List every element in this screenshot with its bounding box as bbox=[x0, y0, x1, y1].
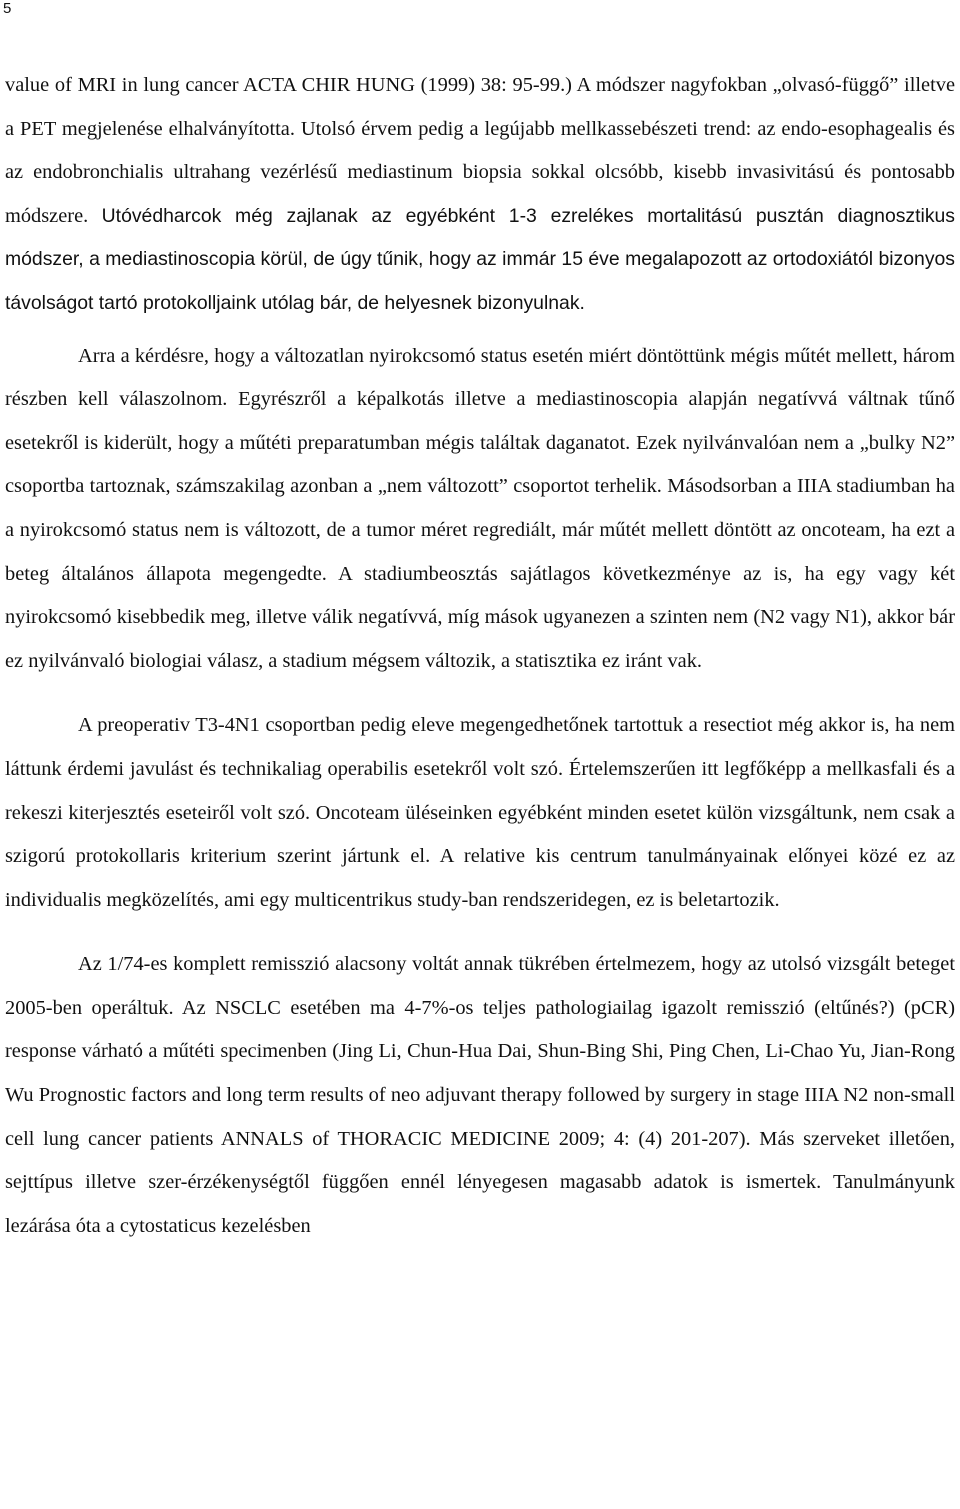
paragraph-lymph-node-status bbox=[5, 335, 955, 684]
paragraph-complete-remission bbox=[5, 943, 955, 1248]
text-run-sans: Utóvédharcok még zajlanak az egyébként 1-3 ezrelékes mortalitású pusztán diagnosztikus módszer, a mediastinoscopia körül, de úgy tűnik, hogy az immár 15 éve megalapozott az ortodoxiától bizonyos távolságot tartó protokolljaink utólag bár, de helyesnek bizonyulnak. bbox=[5, 204, 955, 314]
text-run: A preoperativ T3-4N1 csoportban pedig eleve megengedhetőnek tartottuk a resectiot még akkor is, ha nem láttunk érdemi javulást és technikaliag operabilis esetekről volt szó. Értelemszerűen itt legfőképp a mellkasfali és a rekeszi kiterjesztés eseteiről volt szó. Oncoteam üléseinken egyébként minden esetet külön vizsgáltunk, nem csak a szigorú protokollaris kriterium szerint jártunk el. A relative kis centrum tanulmányainak előnyei közé ez az individualis megközelítés, ami egy multicentrikus study-ban rendszeridegen, ez is beletartozik. bbox=[5, 714, 955, 911]
paragraph-mri-mediastinoscopy bbox=[5, 64, 955, 326]
text-run: Az 1/74-es komplett remisszió alacsony voltát annak tükrében értelmezem, hogy az utolsó vizsgált beteget 2005-ben operáltuk. Az NSCLC esetében ma 4-7%-os teljes pathologiailag igazolt remisszió (eltűnés?) (pCR) response várható a műtéti specimenben (Jing Li, Chun-Hua Dai, Shun-Bing Shi, Ping Chen, Li-Chao Yu, Jian-Rong Wu Prognostic factors and long term results of neo adjuvant therapy followed by surgery in stage IIIA N2 non-small cell lung cancer patients ANNALS of THORACIC MEDICINE 2009; 4: (4) 201-207). Más szerveket illetően, sejttípus illetve szer-érzékenységtől függően ennél lényegesen magasabb adatok is ismertek. Tanulmányunk lezárása óta a cytostaticus kezelésben bbox=[5, 953, 955, 1237]
text-run: Arra a kérdésre, hogy a változatlan nyirokcsomó status esetén miért döntöttünk mégis műtét mellett, három részben kell válaszolnom. Egyrészről a képalkotás illetve a mediastinoscopia alapján negatívvá váltnak tűnő esetekről is kiderült, hogy a műtéti preparatumban mégis találtak daganatot. Ezek nyilvánvalóan nem a „bulky N2” csoportba tartoznak, számszakilag azonban a „nem változott” csoportot terhelik. Másodsorban a IIIA stadiumban ha a nyirokcsomó status nem is változott, de a tumor méret regrediált, már műtét mellett döntött az oncoteam, ha ezt a beteg általános állapota megengedte. A stadiumbeosztás sajátlagos következménye az is, ha egy vagy két nyirokcsomó kisebbedik meg, illetve válik negatívvá, míg mások ugyanezen a szinten nem (N2 vagy N1), akkor bár ez nyilvánvaló biologiai válasz, a stadium mégsem változik, a statisztika ez iránt vak. bbox=[5, 344, 955, 672]
paragraph-t3-4n1-group bbox=[5, 704, 955, 922]
page-number: 5 bbox=[3, 0, 12, 17]
document-body bbox=[5, 64, 955, 1248]
text-run: value of MRI in lung cancer ACTA CHIR HUNG (1999) 38: 95-99.) A módszer nagyfokban „olvasó-függő” illetve a PET megjelenése elhalványította. Utolsó érvem pedig a legújabb mellkassebészeti trend: az endo-esophagealis és az endobronchialis ultrahang vezérlésű mediastinum biopsia sokkal olcsóbb, kisebb invasivitású és pontosabb módszere. bbox=[5, 74, 955, 227]
